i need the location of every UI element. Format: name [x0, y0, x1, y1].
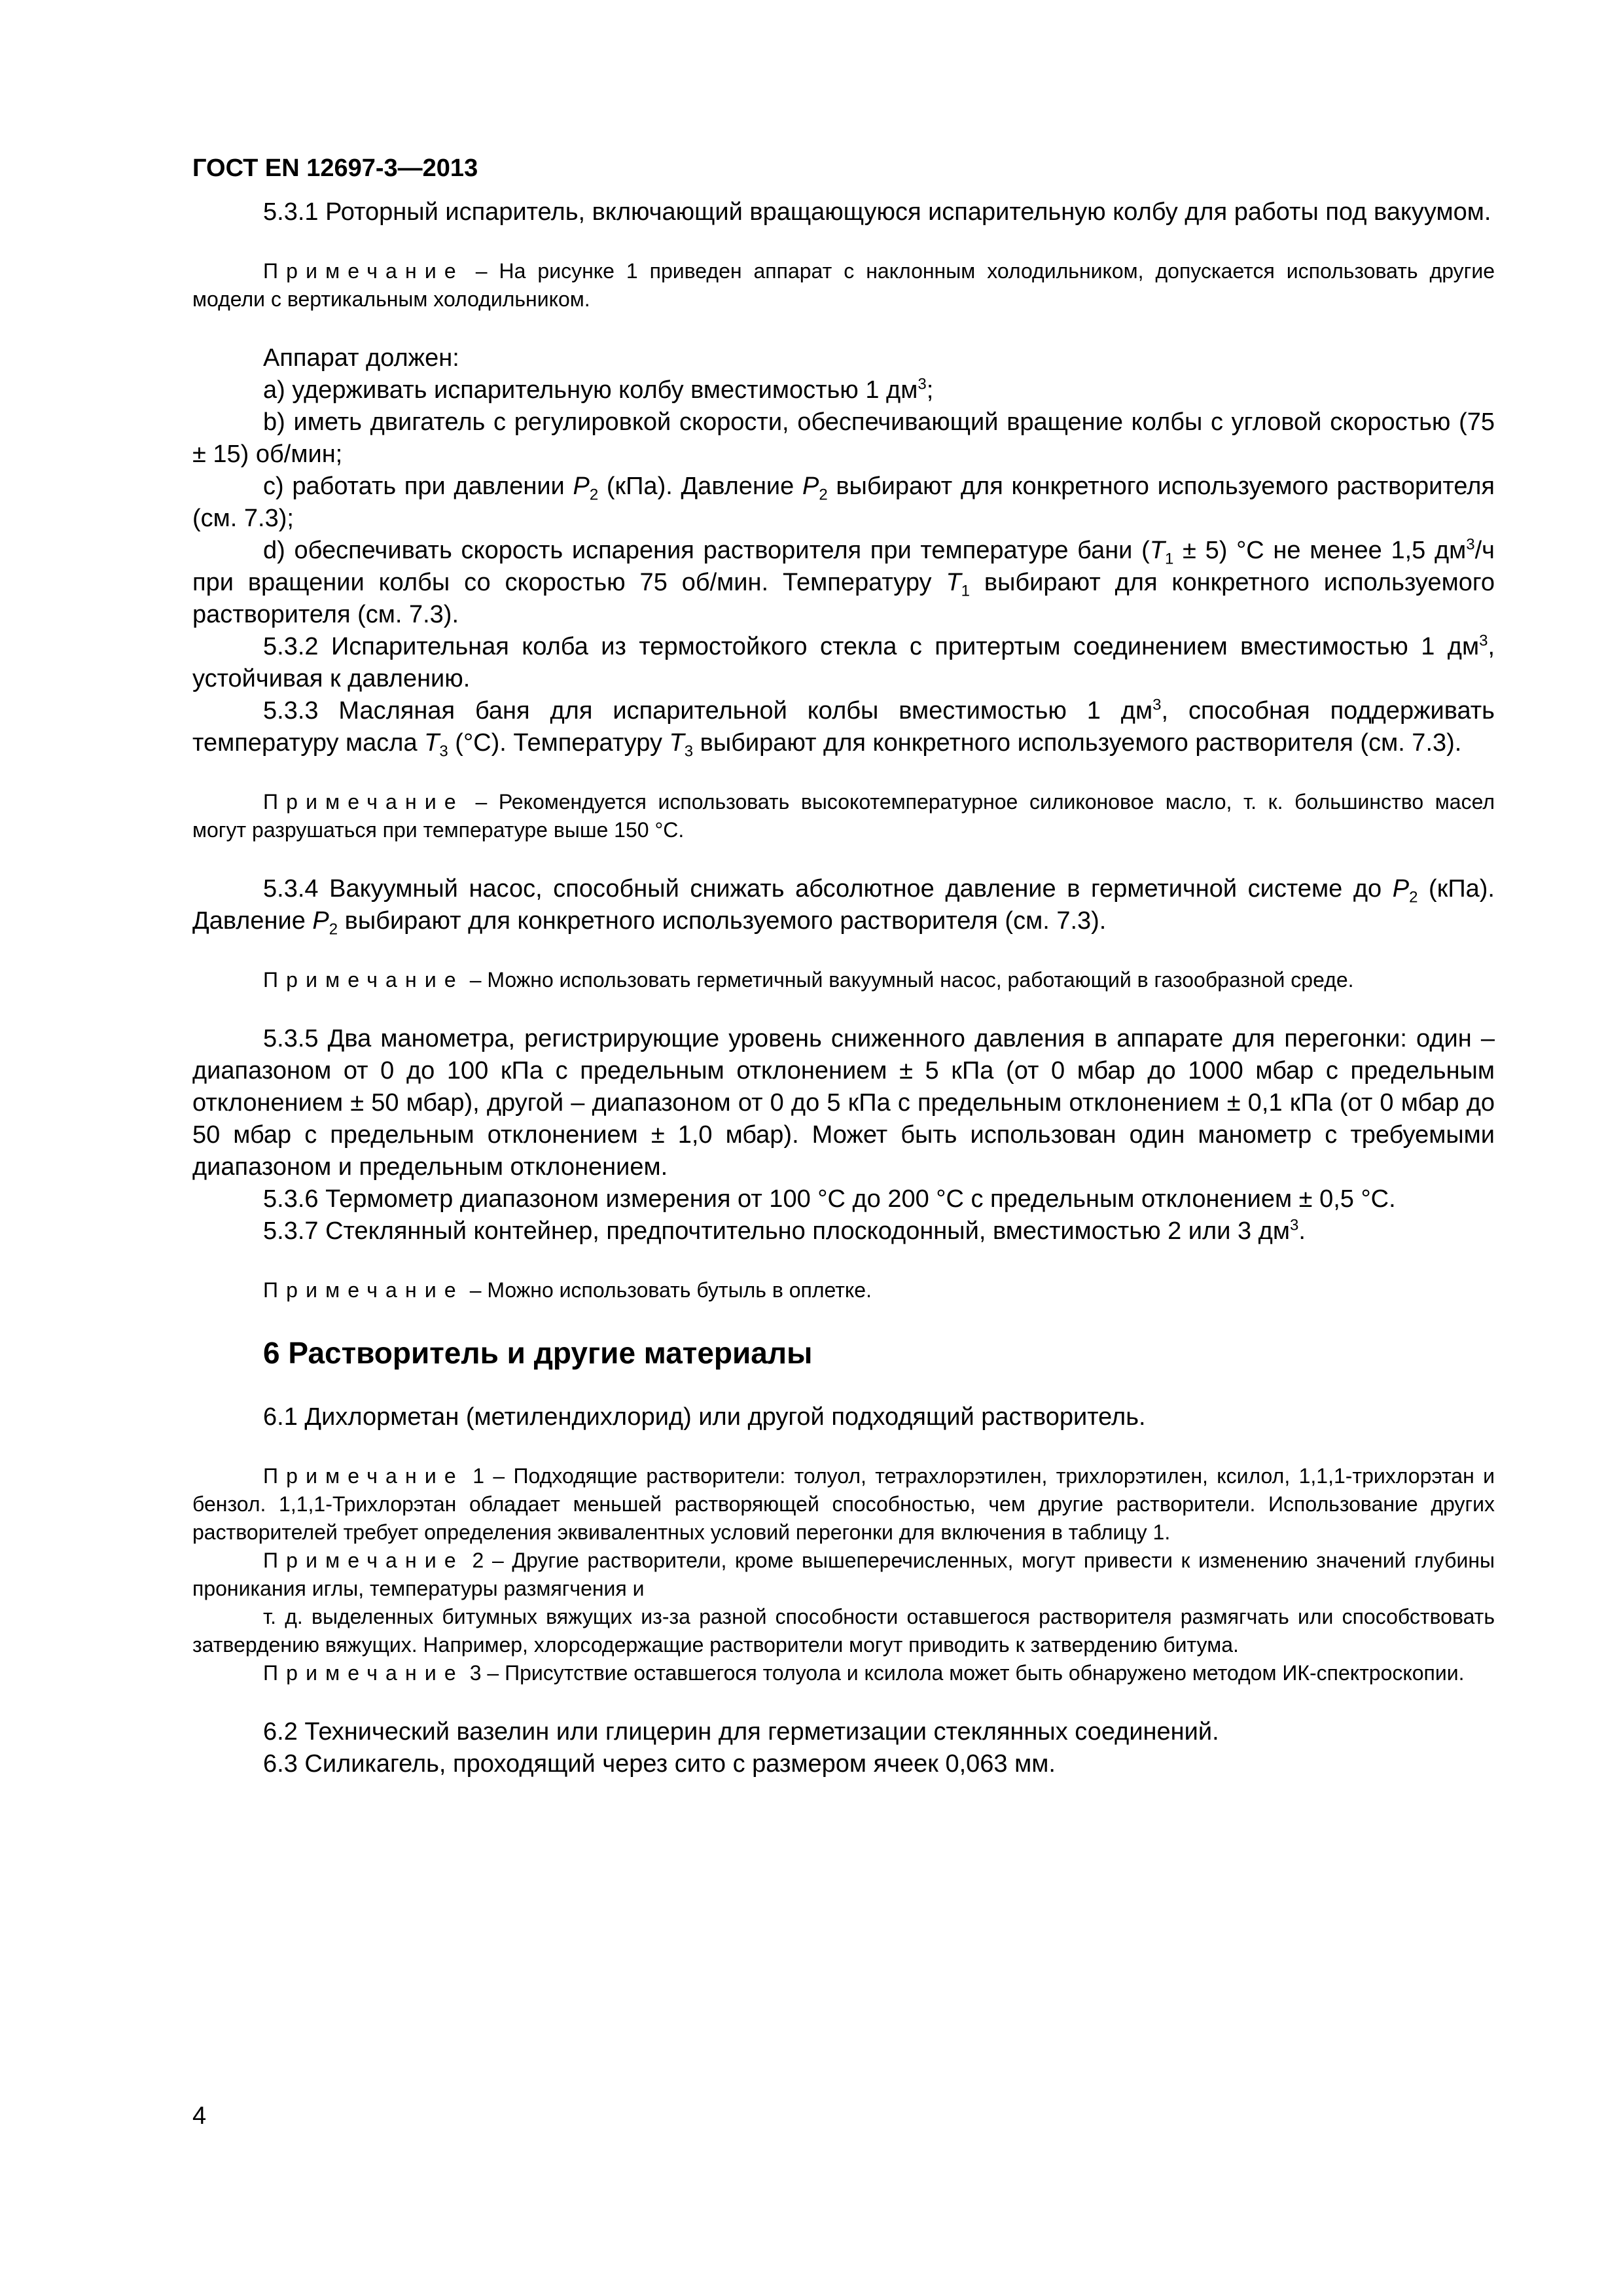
- note-label: Примечание: [263, 1464, 464, 1488]
- apparatus-item-d: d) обеспечивать скорость испарения растворителя при температуре бани $(T_1 \pm 5)$ °С не менее 1,5 $дм^3/ч$ при вращении колбы со скоростью 75 об/мин. Температуру $T_1$ выбирают для конкретного используемого растворителя (см. 7.3).: [192, 535, 1495, 628]
- note-5-3-1: [192, 257, 1495, 314]
- note-label: Примечание: [263, 1549, 464, 1572]
- apparatus-item-a: a) удерживать испарительную колбу вместимостью 1 $дм^3$;: [263, 375, 934, 404]
- paragraph-5-3-1: 5.3.1 Роторный испаритель, включающий вращающуюся испарительную колбу для работы под вакуумом.: [263, 198, 1491, 226]
- paragraph-5-3-5: 5.3.5 Два манометра, регистрирующие уровень сниженного давления в аппарате для перегонки: один – диапазоном от 0 до 100 кПа с предельным отклонением ± 5 кПа (от 0 мбар до 1000 мбар с предельным отклонением ± 50 мбар), другой – диапазоном от 0 до 5 кПа с предельным отклонением ± 0,1 кПа (от 0 мбар до 50 мбар с предельным отклонением ± 1,0 мбар). Может быть использован один манометр с требуемыми диапазоном и предельным отклонением.: [192, 1025, 1495, 1181]
- page-content: [192, 196, 1495, 1780]
- note-label: Примечание: [263, 1278, 464, 1302]
- paragraph-5-3-7: 5.3.7 Стеклянный контейнер, предпочтительно плоскодонный, вместимостью 2 или 3 $дм^3$.: [263, 1216, 1306, 1245]
- paragraph-5-3-6: 5.3.6 Термометр диапазоном измерения от 100 °С до 200 °С с предельным отклонением ± 0,5 °С.: [263, 1185, 1396, 1213]
- note-label: Примечание: [263, 968, 464, 992]
- paragraph-6-3: 6.3 Силикагель, проходящий через сито с размером ячеек 0,063 мм.: [263, 1750, 1056, 1778]
- section-6-heading: 6 Растворитель и другие материалы: [263, 1336, 813, 1370]
- note-label: Примечание: [263, 790, 464, 814]
- page-number: 4: [192, 2102, 207, 2130]
- paragraph-6-2: 6.2 Технический вазелин или глицерин для герметизации стеклянных соединений.: [263, 1718, 1219, 1746]
- paragraph-6-1: 6.1 Дихлорметан (метилендихлорид) или другой подходящий растворитель.: [263, 1403, 1146, 1431]
- paragraph-5-3-3: 5.3.3 Масляная баня для испарительной колбы вместимостью 1 $дм^3$, способная поддерживать температуру масла $T_3$ (°С). Температуру $T_3$ выбирают для конкретного используемого растворителя (см. 7.3).: [192, 696, 1495, 761]
- note-5-3-3: [192, 788, 1495, 844]
- note-text: 3 – Присутствие оставшегося толуола и ксилола может быть обнаружено методом ИК-спектроскопии.: [463, 1661, 1465, 1685]
- note-5-3-7: [192, 1276, 1495, 1304]
- paragraph-5-3-2: 5.3.2 Испарительная колба из термостойкого стекла с притертым соединением вместимостью 1 $дм^3$, устойчивая к давлению.: [192, 632, 1495, 692]
- note-text: – Рекомендуется использовать высокотемпературное силиконовое масло, т. к. большинство масел могут разрушаться при температуре выше 150 °С.: [192, 790, 1495, 842]
- note-6-1-2: [192, 1547, 1495, 1603]
- note-text: – Можно использовать бутыль в оплетке.: [463, 1278, 872, 1302]
- note-5-3-4: [192, 966, 1495, 994]
- note-text: 1 – Подходящие растворители: толуол, тетрахлорэтилен, трихлорэтилен, ксилол, 1,1,1-трихлорэтан и бензол. 1,1,1-Трихлорэтан обладает меньшей растворяющей способностью, чем другие растворители. Использование других растворителей требует определения эквивалентных условий перегонки для включения в таблицу 1.: [192, 1464, 1495, 1544]
- apparatus-intro: Аппарат должен:: [263, 344, 459, 372]
- note-label: Примечание: [263, 259, 464, 283]
- note-text: 2 – Другие растворители, кроме вышеперечисленных, могут привести к изменению значений глубины проникания иглы, температуры размягчения и: [192, 1549, 1495, 1600]
- document-code: ГОСТ EN 12697-3—2013: [192, 154, 478, 182]
- note-text: – На рисунке 1 приведен аппарат с наклонным холодильником, допускается использовать другие модели с вертикальным холодильником.: [192, 259, 1495, 311]
- note-6-1-2-continued: т. д. выделенных битумных вяжущих из-за разной способности оставшегося растворителя размягчать или способствовать затвердению вяжущих. Например, хлорсодержащие растворители могут приводить к затвердению битума.: [192, 1605, 1495, 1657]
- note-label: Примечание: [263, 1661, 464, 1685]
- apparatus-item-c: c) работать при давлении $P_2$ (кПа). Давление $P_2$ выбирают для конкретного используемого растворителя (см. 7.3);: [192, 473, 1495, 532]
- apparatus-item-b: b) иметь двигатель с регулировкой скорости, обеспечивающий вращение колбы с угловой скоростью (75 ± 15) об/мин;: [192, 408, 1495, 468]
- note-6-1-3: [192, 1659, 1495, 1687]
- note-text: – Можно использовать герметичный вакуумный насос, работающий в газообразной среде.: [463, 968, 1354, 992]
- paragraph-5-3-4: 5.3.4 Вакуумный насос, способный снижать абсолютное давление в герметичной системе до $P_2$ (кПа). Давление $P_2$ выбирают для конкретного используемого растворителя (см. 7.3).: [192, 875, 1495, 939]
- note-6-1-1: [192, 1462, 1495, 1547]
